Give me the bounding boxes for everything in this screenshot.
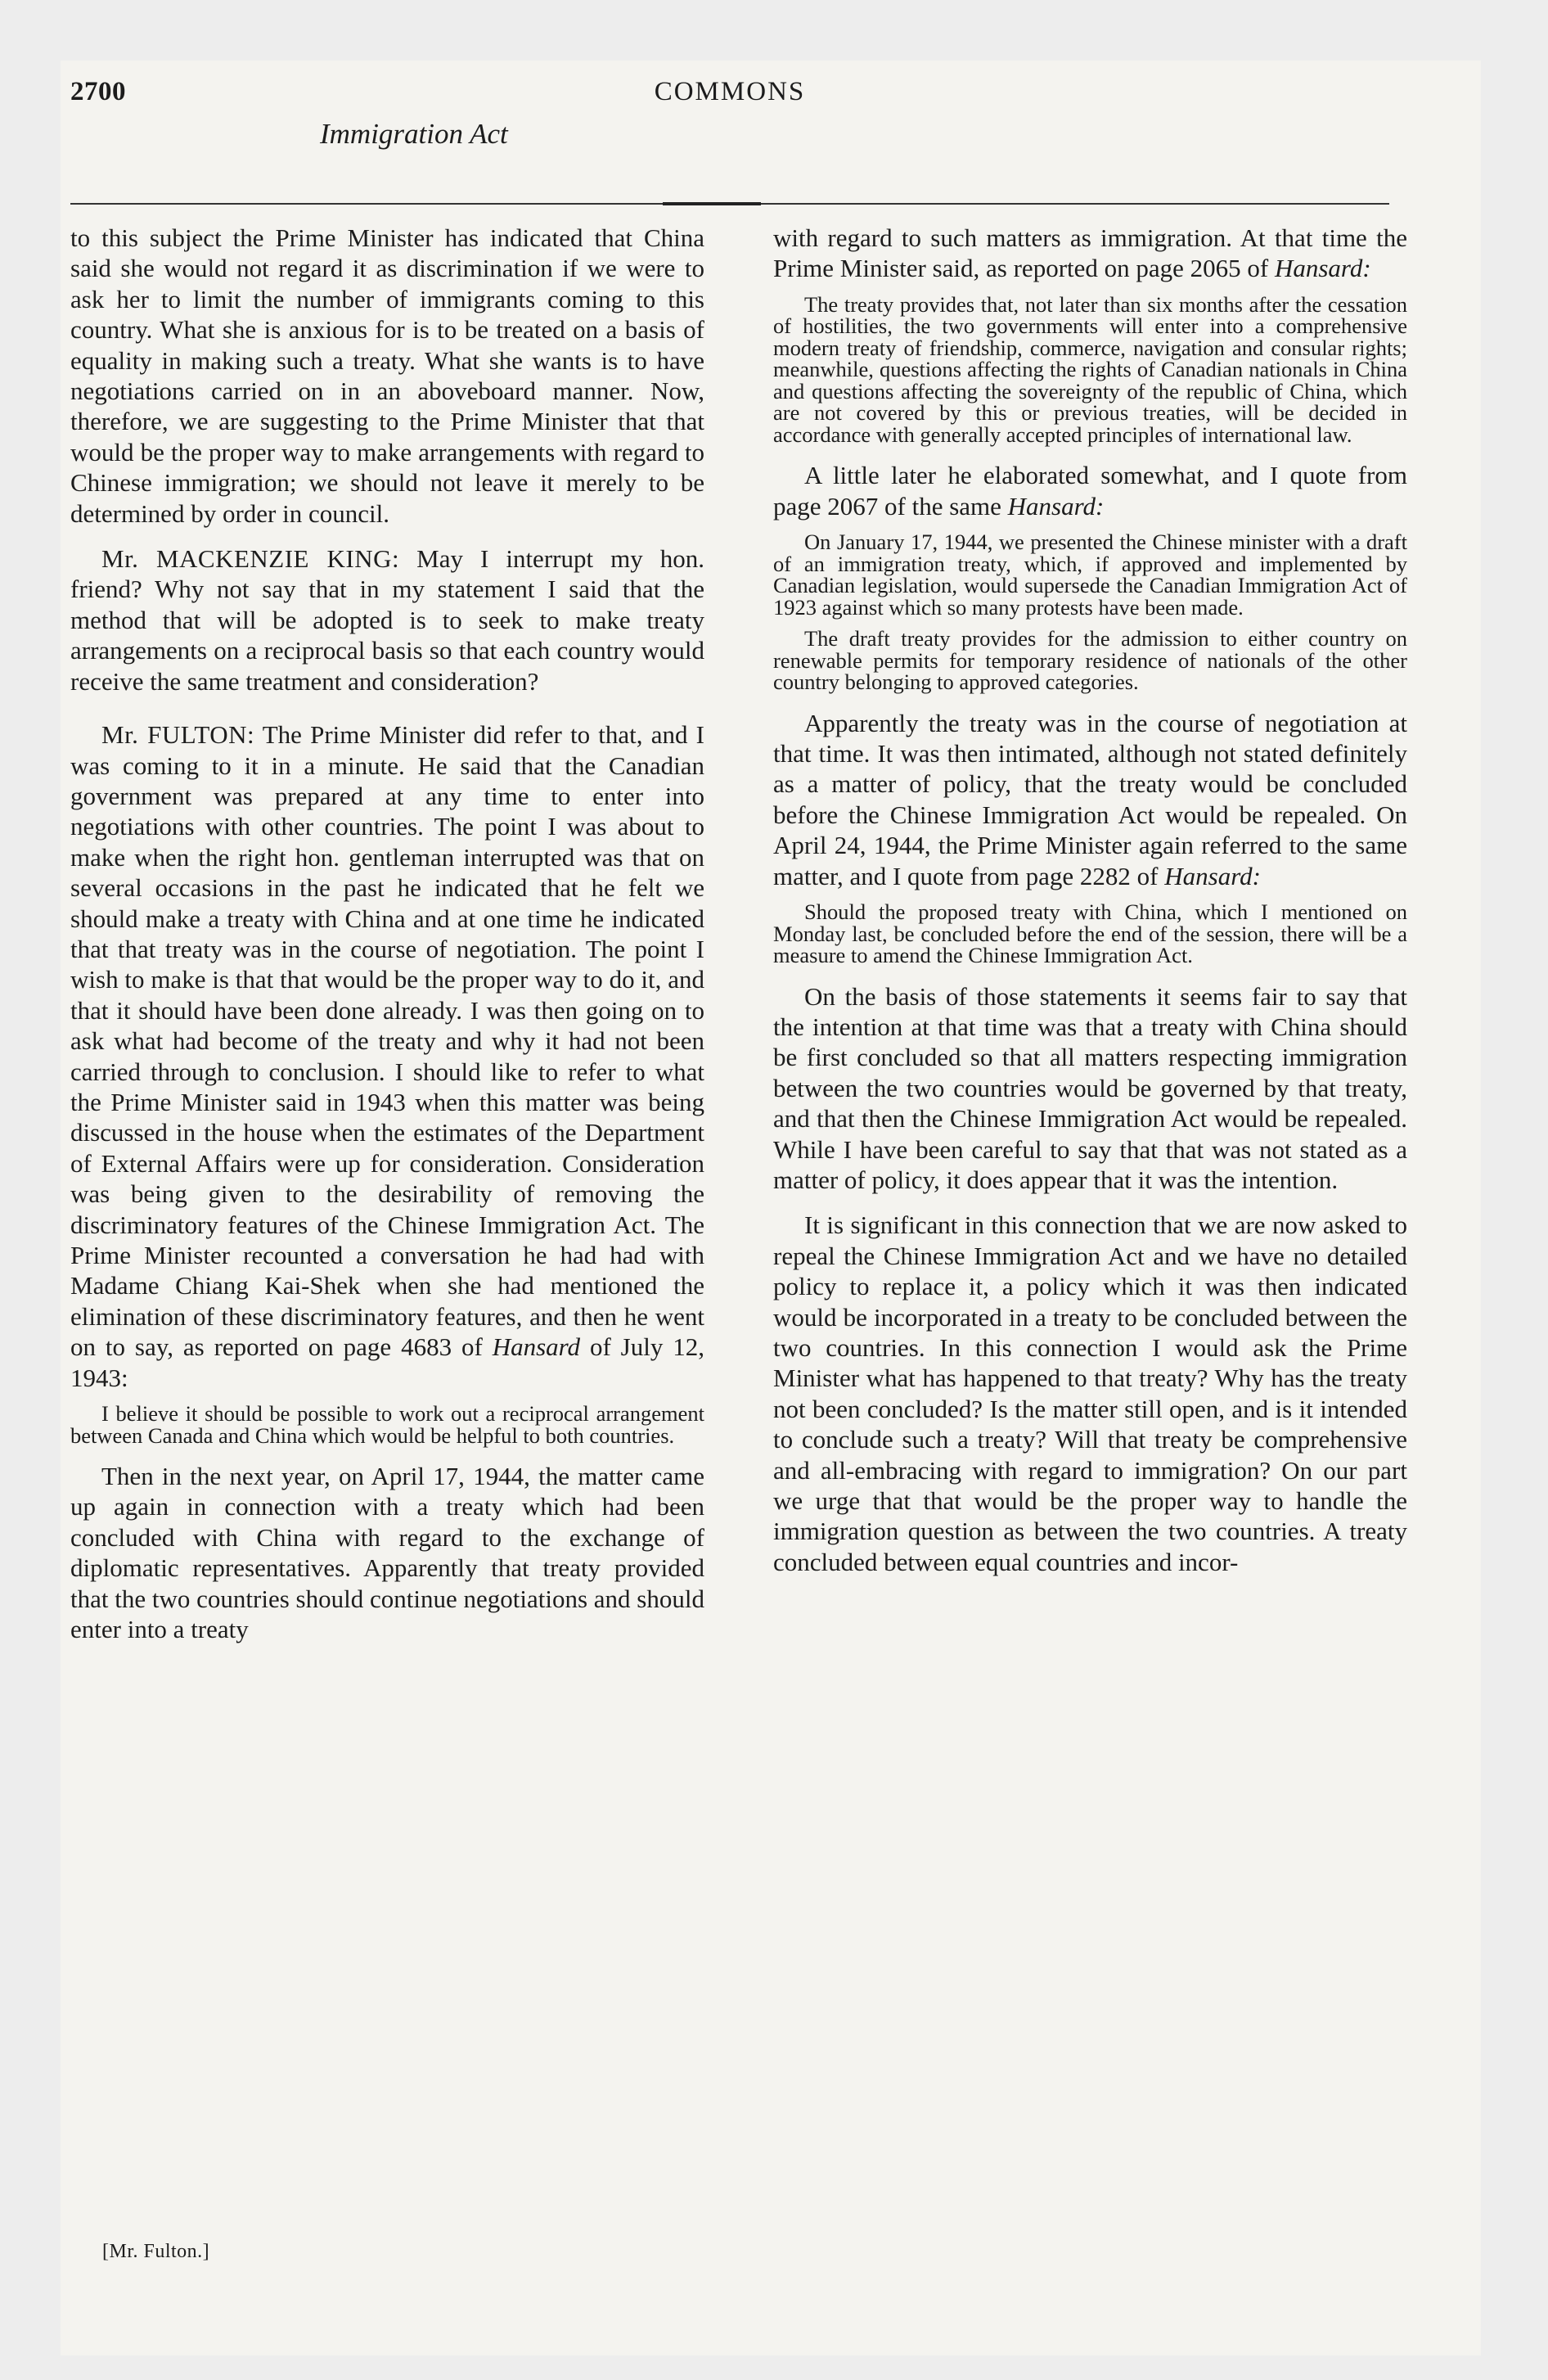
page-header: [70, 77, 1389, 200]
header-rule-mark: [663, 202, 761, 205]
hansard-title: Hansard:: [1274, 254, 1371, 283]
paragraph-mackenzie-king: Mr. MACKENZIE KING: May I interrupt my hon. friend? Why not say that in my statement I said that the method that will be adopted is to seek to make treaty arrangements on a reciprocal basis so that each country would receive the same treatment and consideration?: [70, 544, 704, 696]
quotation: On January 17, 1944, we presented the Chinese minister with a draft of an immigration treaty, which, if approved and implemented by Canadian legislation, would supersede the Canadian Immigration Act of 1923 against which so many protests have been made.: [773, 530, 1407, 620]
quotation: The treaty provides that, not later than six months after the cessation of hostilities, the two governments will enter into a comprehensive modern treaty of friendship, commerce, navigation and consular rights; meanwhile, questions affecting the rights of Canadian nationals in China and questions affecting the sovereignty of the republic of China, which are not covered by this or previous treaties, will be decided in accordance with generally accepted principles of international law.: [773, 291, 1407, 447]
speaker-name: Mr. FULTON:: [101, 720, 255, 750]
left-column: [70, 223, 704, 1644]
paragraph: Apparently the treaty was in the course of negotiation at that time. It was then intimated, although not stated definitely as a matter of policy, that the treaty would be concluded before the Chinese Immigration Act would be repealed. On April 24, 1944, the Prime Minister again referred to the same matter, and I quote from page 2282 of Hansard:: [773, 708, 1407, 890]
hansard-title: Hansard:: [1007, 491, 1105, 521]
paragraph: to this subject the Prime Minister has indicated that China said she would not regard it as discrimination if we were to ask her to limit the number of immigrants coming to this country. What she is anxious for is to be treated on a basis of equality in making such a treaty. What she wants is to have negotiations carried on in an aboveboard manner. Now, therefore, we are suggesting to the Prime Minister that that would be the proper way to make arrangements with regard to Chinese immigration; we should not leave it merely to be determined by order in council.: [70, 223, 704, 528]
paragraph: with regard to such matters as immigration. At that time the Prime Minister said, as reported on page 2065 of Hansard:: [773, 223, 1407, 283]
quotation: Should the proposed treaty with China, which I mentioned on Monday last, be concluded before the end of the session, there will be a measure to amend the Chinese Immigration Act.: [773, 899, 1407, 968]
paragraph: It is significant in this connection that we are now asked to repeal the Chinese Immigration Act and we have no detailed policy to replace it, a policy which it was then indicated would be incorporated in a treaty to be concluded between the two countries. In this connection I would ask the Prime Minister what has happened to that treaty? Why has the treaty not been concluded? Is the matter still open, and is it intended to conclude such a treaty? Will that treaty be comprehensive and all-embracing with regard to immigration? On our part we urge that that would be the proper way to handle the immigration question as between the two countries. A treaty concluded between equal countries and incor-: [773, 1210, 1407, 1576]
running-head: Immigration Act: [320, 118, 508, 150]
header-title: COMMONS: [654, 77, 806, 106]
quotation: The draft treaty provides for the admission to either country on renewable permits for temporary residence of nationals of the other country belonging to approved categories.: [773, 626, 1407, 695]
paragraph: A little later he elaborated somewhat, and I quote from page 2067 of the same Hansard:: [773, 461, 1407, 521]
paragraph: Then in the next year, on April 17, 1944, the matter came up again in connection with a treaty which had been concluded with China with regard to the exchange of diplomatic representatives. Apparently that treaty provided that the two countries should continue negotiations and should enter into a treaty: [70, 1462, 704, 1644]
footer-speaker-ref: [Mr. Fulton.]: [102, 2241, 210, 2262]
speaker-name: Mr. MACKENZIE KING:: [101, 544, 400, 574]
page-number: 2700: [70, 77, 126, 106]
paragraph: On the basis of those statements it seems fair to say that the intention at that time was that a treaty with China should be first concluded so that all matters respecting immigration between the two countries would be governed by that treaty, and that then the Chinese Immigration Act would be repealed. While I have been careful to say that that was not stated as a matter of policy, it does appear that it was the intention.: [773, 981, 1407, 1194]
paragraph-fulton: Mr. FULTON: The Prime Minister did refer to that, and I was coming to it in a minute. He said that the Canadian government was prepared at any time to enter into negotiations with other countries. The point I was about to make when the right hon. gentleman interrupted was that on several occasions in the past he indicated that he felt we should make a treaty with China and at one time he indicated that that treaty was in the course of negotiation. The point I wish to make is that that would be the proper way to do it, and that it should have been done already. I was then going on to ask what had become of the treaty and why it had not been carried through to conclusion. I should like to refer to what the Prime Minister said in 1943 when this matter was being discussed in the house when the estimates of the Department of External Affairs were up for consideration. Consideration was being given to the desirability of removing the discriminatory features of the Chinese Immigration Act. The Prime Minister recounted a conversation he had had with Madame Chiang Kai-Shek when she had mentioned the elimination of these discriminatory features, and then he went on to say, as reported on page 4683 of Hansard of July 12, 1943:: [70, 720, 705, 1392]
right-column: [773, 223, 1407, 1577]
quotation: I believe it should be possible to work out a reciprocal arrangement between Canada and China which would be helpful to both countries.: [70, 1401, 704, 1448]
hansard-title: Hansard: [492, 1332, 581, 1362]
hansard-title: Hansard:: [1164, 861, 1261, 890]
